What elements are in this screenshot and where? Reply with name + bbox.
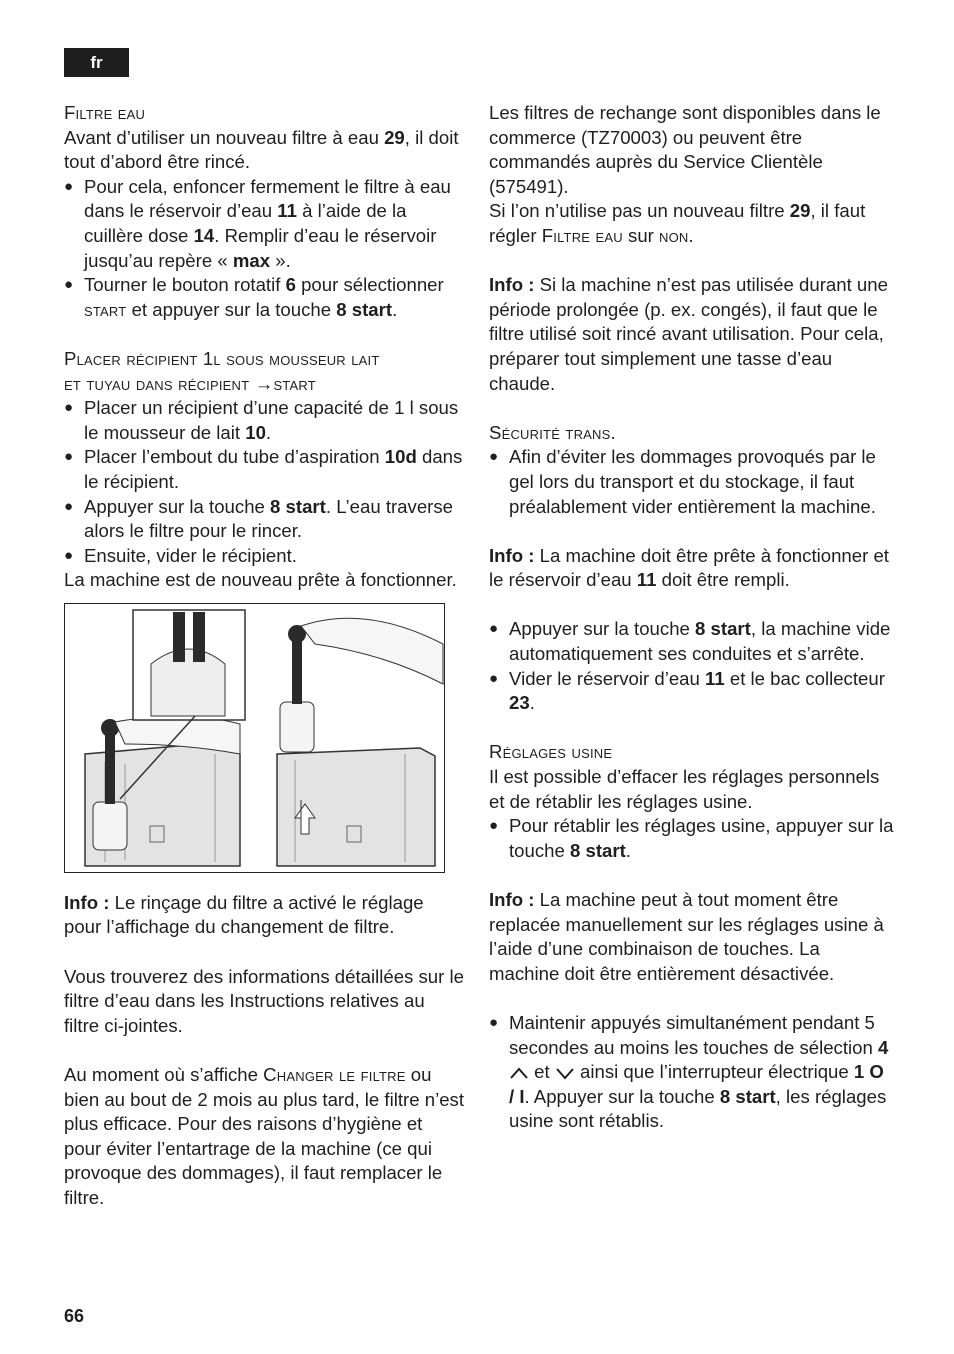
- info-ready: Info : La machine doit être prête à fonctionner et le réservoir d’eau 11 doit être rempli.: [489, 544, 889, 591]
- ready-text: La machine est de nouveau prête à fonctionner.: [64, 569, 457, 591]
- list-item: ● Placer un récipient d’une capacité de 1 l sous le mousseur de lait 10.: [64, 396, 464, 445]
- reglages-text: Il est possible d’effacer les réglages personnels et de rétablir les réglages usine.: [489, 766, 880, 812]
- list-item: ● Appuyer sur la touche 8 start, la machine vide automatiquement ses conduites et s’arrête.: [489, 617, 894, 666]
- list-item: ● Placer l’embout du tube d’aspiration 10d dans le récipient.: [64, 445, 464, 494]
- filtre-steps: [64, 175, 464, 323]
- list-item: ● Appuyer sur la touche 8 start. L’eau traverse alors le filtre pour le rincer.: [64, 495, 464, 544]
- list-item: ● Pour cela, enfoncer fermement le filtre à eau dans le réservoir d’eau 11 à l’aide de la cuillère dose 14. Remplir d’eau le réservoir jusqu’au repère « max ».: [64, 175, 464, 273]
- list-item: ● Ensuite, vider le récipient.: [64, 544, 464, 569]
- right-column: [489, 101, 894, 1134]
- filtre-intro: Avant d’utiliser un nouveau filtre à eau 29, il doit tout d’abord être rincé.: [64, 126, 459, 173]
- info-factory: Info : La machine peut à tout moment être replacée manuellement sur les réglages usine à l’aide d’une combinaison de touches. La machine doit être entièrement désactivée.: [489, 889, 884, 984]
- info-unused: Info : Si la machine n’est pas utilisée durant une période prolongée (p. ex. congés), il faut que le filtre utilisé soit rincé avant utilisation. Pour cela, préparer tout simplement une tasse d’eau chaude.: [489, 274, 888, 394]
- placer-heading: Placer récipient 1l sous mousseur lait et tuyau dans récipient →start: [64, 347, 380, 394]
- factory-steps: [489, 1011, 894, 1134]
- replacement-text: Les filtres de rechange sont disponibles dans le commerce (TZ70003) ou peuvent être commandés auprès du Service Clientèle (575491).: [489, 102, 881, 197]
- arrow-icon: →: [254, 372, 274, 394]
- list-item: ● Maintenir appuyés simultanément pendant 5 secondes au moins les touches de sélection 4 et ainsi que l’interrupteur électrique 1 O / I. Appuyer sur la touche 8 start, les réglages usine sont rétablis.: [489, 1011, 894, 1134]
- securite-steps: [489, 445, 894, 519]
- securite-heading: Sécurité trans.: [489, 421, 616, 443]
- change-filter-text: Au moment où s’affiche Changer le filtre ou bien au bout de 2 mois au plus tard, le filtre n’est plus efficace. Pour des raisons d’hygiène et pour éviter l’entartrage de la machine (ce qui provoque des dommages), il faut remplacer le filtre.: [64, 1064, 465, 1208]
- info-rinse: Info : Le rinçage du filtre a activé le réglage pour l’affichage du changement de filtre.: [64, 891, 424, 938]
- placer-steps: [64, 396, 464, 568]
- chevron-down-icon: [555, 1066, 575, 1080]
- reglages-heading: Réglages usine: [489, 741, 613, 763]
- list-item: ● Afin d’éviter les dommages provoqués par le gel lors du transport et du stockage, il faut préalablement vider entièrement la machine.: [489, 445, 894, 519]
- list-item: ● Tourner le bouton rotatif 6 pour sélectionner start et appuyer sur la touche 8 start.: [64, 273, 464, 322]
- details-text: Vous trouverez des informations détaillées sur le filtre d’eau dans les Instructions relatives au filtre ci-jointes.: [64, 965, 464, 1036]
- list-item: ● Pour rétablir les réglages usine, appuyer sur la touche 8 start.: [489, 814, 894, 863]
- list-item: ● Vider le réservoir d’eau 11 et le bac collecteur 23.: [489, 667, 894, 716]
- filter-illustration: [64, 603, 445, 873]
- chevron-up-icon: [509, 1066, 529, 1080]
- filtre-eau-heading: Filtre eau: [64, 102, 146, 123]
- reglages-steps: [489, 814, 894, 863]
- left-column: [64, 101, 464, 1211]
- language-tab: fr: [64, 48, 129, 77]
- empty-steps: [489, 617, 894, 715]
- page-number: 66: [64, 1306, 85, 1326]
- no-filter-text: Si l’on n’utilise pas un nouveau filtre 29, il faut régler Filtre eau sur non.: [489, 200, 866, 246]
